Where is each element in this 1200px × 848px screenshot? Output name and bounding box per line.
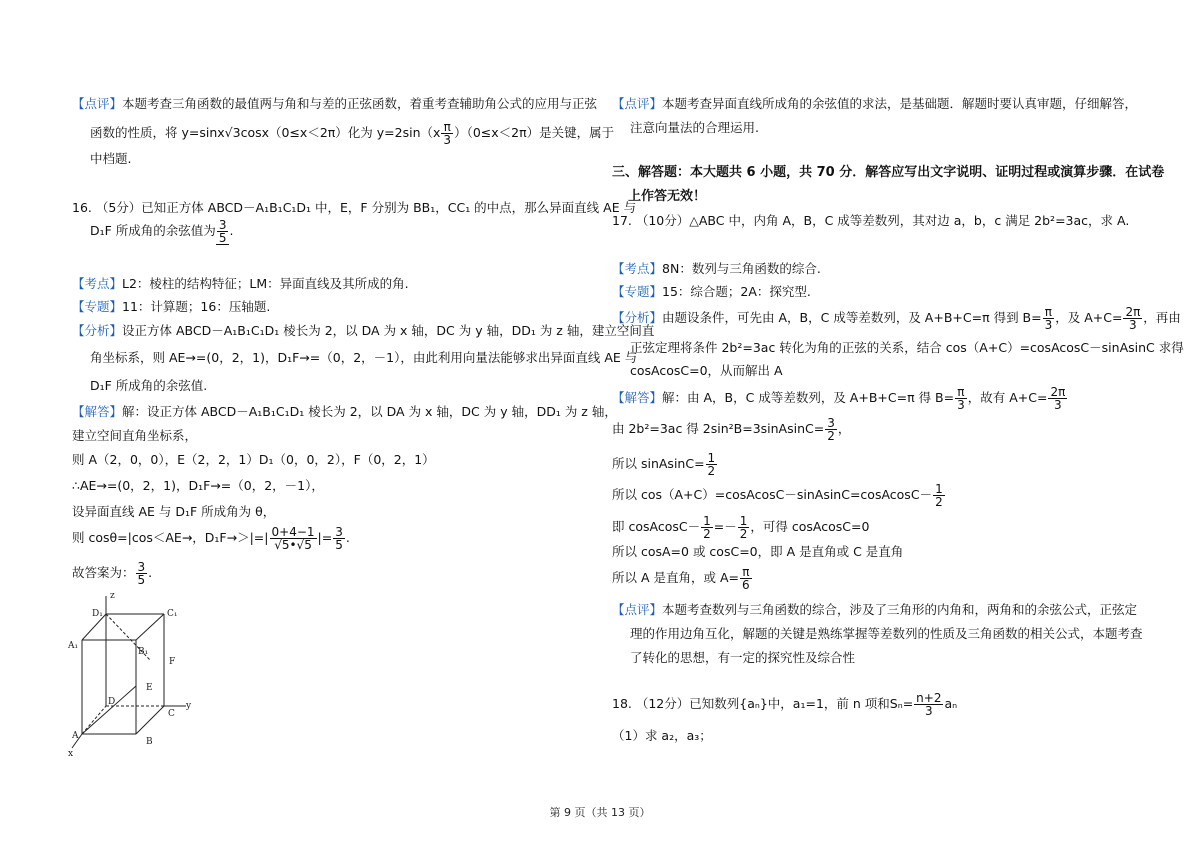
fraction — [270, 526, 317, 551]
tag-label: 【解答】 — [72, 404, 123, 419]
numerator: 1 — [703, 514, 711, 528]
text: 8N：数列与三角函数的综合. — [662, 261, 821, 276]
text: 函数的性质，将 y=sinx — [90, 125, 225, 140]
label-e: E — [146, 683, 153, 693]
text: =－ — [713, 519, 737, 534]
dianping1-line1 — [72, 96, 597, 112]
denominator: 3 — [957, 398, 965, 412]
numerator: 1 — [707, 451, 716, 465]
fraction — [740, 566, 752, 591]
fenxi-17-line3: cosAcosC=0，从而解出 A — [630, 363, 783, 378]
text: . — [148, 565, 153, 580]
fenxi-16-line3: D₁F 所成角的余弦值. — [90, 378, 208, 393]
jieda-16-line4: ∴AE→=(0，2，1)，D₁F→=（0，2，－1）， — [72, 478, 324, 493]
dianping1-line3: 中档题. — [90, 151, 132, 166]
fenxi-16-line2: 角坐标系，则 AE→=(0，2，1)，D₁F→=（0，2，－1），由此利用向量法能够求出异面直线 AE 与 — [90, 350, 638, 365]
denominator: 2 — [739, 527, 748, 541]
text: 故答案为： — [72, 565, 135, 580]
label-x: x — [68, 749, 74, 759]
text: . — [229, 223, 234, 238]
text: ）（0≤x＜2π）是关键，属于 — [454, 125, 615, 140]
fraction — [914, 692, 943, 717]
jieda-16-line7 — [72, 558, 152, 588]
text: 15：综合题；2A：探究型. — [662, 284, 811, 299]
text: 11：计算题；16：压轴题. — [122, 299, 271, 314]
label-d1: D₁ — [92, 609, 103, 619]
numerator: 3 — [218, 218, 227, 232]
text: √3cosx（0≤x＜2π）化为 y=2sin（x — [224, 125, 441, 140]
tag-label: 【点评】 — [612, 602, 663, 617]
label-d: D — [108, 697, 116, 707]
tag-label: 【点评】 — [72, 96, 123, 111]
numerator: 1 — [935, 482, 943, 496]
text: 18. （12分）已知数列{aₙ}中，a₁=1，前 n 项和 — [612, 696, 890, 711]
denominator: 2 — [827, 429, 835, 443]
denominator: 6 — [742, 578, 750, 592]
dianping1-line2 — [90, 120, 614, 146]
numerator: 1 — [739, 514, 748, 528]
label-f: F — [169, 657, 176, 667]
text: 则 cosθ=|cos＜AE→，D₁F→＞|=| — [72, 530, 269, 545]
text: Sₙ= — [889, 696, 914, 711]
fraction — [1048, 386, 1067, 411]
fraction — [217, 219, 229, 244]
edge — [136, 614, 164, 640]
dianping16-line1 — [612, 96, 1137, 112]
fraction — [1123, 306, 1142, 331]
numerator: 3 — [137, 560, 146, 574]
label-a: A — [72, 731, 79, 741]
text: 所以 cos（A+C）=cosAcosC－sinAsinC=cosAcosC－ — [612, 487, 933, 502]
numerator: 0+4−1 — [271, 525, 315, 539]
section3-heading-line1: 三、解答题：本大题共 6 小题，共 70 分．解答应写出文字说明、证明过程或演算步骤．在试卷 — [612, 165, 1165, 180]
jieda-16-line6 — [72, 523, 350, 553]
text: 本题考查三角函数的最值两与角和与差的正弦函数，着重考查辅助角公式的应用与正弦 — [122, 96, 598, 111]
label-c: C — [168, 709, 175, 719]
zhuanti-16 — [72, 299, 270, 315]
denominator: 3 — [925, 704, 933, 718]
kaodian-16 — [72, 276, 409, 292]
text: 设正方体 ABCD－A₁B₁C₁D₁ 棱长为 2，以 DA 为 x 轴，DC 为 y 轴，DD₁ 为 z 轴，建立空间直 — [122, 323, 655, 338]
jieda-17-line6: 所以 cosA=0 或 cosC=0，即 A 是直角或 C 是直角 — [612, 544, 904, 559]
edge — [136, 706, 164, 734]
jieda-17-line5 — [612, 512, 869, 542]
q16-line1: 16. （5分）已知正方体 ABCD－A₁B₁C₁D₁ 中，E，F 分别为 BB₁，CC₁ 的中点，那么异面直线 AE 与 — [72, 200, 637, 215]
numerator: π — [955, 386, 967, 399]
denominator: 3 — [1129, 318, 1137, 332]
zhuanti-17 — [612, 284, 811, 300]
text: L2：棱柱的结构特征；LM：异面直线及其所成的角. — [122, 276, 409, 291]
tag-label: 【考点】 — [72, 276, 123, 291]
q18-line2: （1）求 a₂，a₃； — [612, 728, 712, 743]
jieda-16-line5: 设异面直线 AE 与 D₁F 所成角为 θ， — [72, 504, 276, 519]
tag-label: 【分析】 — [72, 323, 123, 338]
tag-label: 【解答】 — [612, 390, 663, 405]
jieda-16-line2: 建立空间直角坐标系， — [72, 428, 198, 443]
fraction — [706, 452, 718, 477]
numerator: π — [1043, 306, 1055, 319]
tag-label: 【专题】 — [612, 284, 663, 299]
tag-label: 【分析】 — [612, 310, 663, 325]
fenxi-17-line2: 正弦定理将条件 2b²=3ac 转化为角的正弦的关系，结合 cos（A+C）=cosAcosC－sinAsinC 求得 — [630, 340, 1184, 355]
text: aₙ — [944, 696, 958, 711]
text: 由 2b²=3ac 得 2sin²B=3sinAsinC= — [612, 421, 825, 436]
fraction — [441, 121, 453, 146]
denominator: √5•√5 — [274, 538, 312, 552]
section3-heading-line2: 上作答无效！ — [628, 189, 707, 204]
label-c1: C₁ — [167, 609, 178, 619]
jieda-17-line4 — [612, 480, 946, 510]
q16-line2 — [90, 218, 233, 245]
text: |= — [317, 530, 333, 545]
denominator: 2 — [707, 464, 716, 478]
kaodian-17 — [612, 261, 821, 277]
text: 由题设条件，可先由 A，B，C 成等差数列，及 A+B+C=π 得到 B= — [662, 310, 1042, 325]
text: 解：设正方体 ABCD－A₁B₁C₁D₁ 棱长为 2，以 DA 为 x 轴，DC 为 y 轴，DD₁ 为 z 轴， — [122, 404, 617, 419]
fraction — [738, 515, 750, 540]
numerator: n+2 — [916, 691, 942, 705]
q18-line1 — [612, 689, 957, 719]
text: ，及 A+C= — [1055, 310, 1123, 325]
fraction — [1043, 306, 1055, 331]
tag-label: 【专题】 — [72, 299, 123, 314]
denominator: 5 — [137, 573, 146, 587]
dianping17-line1 — [612, 602, 1137, 618]
jieda-17-line1 — [612, 383, 1068, 413]
tag-label: 【点评】 — [612, 96, 663, 111]
text: ， — [837, 421, 851, 436]
denominator: 3 — [443, 133, 452, 147]
fraction — [701, 515, 713, 540]
text: 即 cosAcosC－ — [612, 519, 701, 534]
label-b1: B₁ — [138, 647, 149, 657]
text: 所以 sinAsinC= — [612, 456, 705, 471]
dianping17-line2: 理的作用边角互化，解题的关键是熟练掌握等差数列的性质及三角函数的相关公式，本题考查 — [630, 626, 1143, 641]
denominator: 2 — [703, 527, 711, 541]
text: 本题考查异面直线所成角的余弦值的求法，是基础题．解题时要认真审题，仔细解答， — [662, 96, 1138, 111]
fraction — [136, 561, 148, 586]
fraction — [825, 417, 837, 442]
jieda-17-line2 — [612, 414, 850, 444]
text: ，再由 — [1143, 310, 1181, 325]
numerator: 2π — [1125, 305, 1141, 319]
ae-line — [82, 686, 136, 734]
numerator: 3 — [827, 416, 835, 430]
dianping16-line2: 注意向量法的合理运用. — [630, 120, 759, 135]
text: . — [345, 530, 350, 545]
fenxi-17-line1 — [612, 303, 1181, 333]
denominator: 5 — [218, 231, 227, 245]
text: ，可得 cosAcosC=0 — [750, 519, 870, 534]
numerator: 2π — [1050, 385, 1066, 399]
fraction — [955, 386, 967, 411]
answer-blank — [216, 218, 230, 245]
label-y: y — [186, 701, 192, 711]
text: D₁F 所成角的余弦值为 — [90, 223, 216, 238]
denominator: 3 — [1054, 398, 1062, 412]
numerator: π — [740, 566, 752, 579]
text: 解：由 A，B，C 成等差数列，及 A+B+C=π 得 B= — [662, 390, 955, 405]
denominator: 2 — [935, 495, 943, 509]
numerator: π — [441, 121, 453, 134]
denominator: 5 — [335, 538, 343, 552]
label-z: z — [110, 591, 115, 601]
label-b: B — [146, 737, 153, 747]
jieda-17-line7 — [612, 563, 753, 593]
jieda-17-line3 — [612, 449, 718, 479]
hidden-edge — [82, 706, 106, 734]
jieda-16-line1 — [72, 404, 617, 420]
numerator: 3 — [335, 525, 343, 539]
fraction — [933, 483, 945, 508]
fenxi-16-line1 — [72, 323, 654, 339]
text: 所以 A 是直角，或 A= — [612, 570, 739, 585]
denominator: 3 — [1044, 318, 1053, 332]
q17-stem: 17. （10分）△ABC 中，内角 A，B，C 成等差数列，其对边 a，b，c 满足 2b²=3ac，求 A. — [612, 213, 1130, 228]
jieda-16-line3: 则 A（2，0，0），E（2，2，1）D₁（0，0，2），F（0，2，1） — [72, 452, 435, 467]
fraction — [333, 526, 345, 551]
text: 本题考查数列与三角函数的综合，涉及了三角形的内角和，两角和的余弦公式，正弦定 — [662, 602, 1138, 617]
text: ，故有 A+C= — [967, 390, 1048, 405]
tag-label: 【考点】 — [612, 261, 663, 276]
cube-figure — [64, 588, 204, 760]
label-a1: A₁ — [68, 641, 79, 651]
dianping17-line3: 了转化的思想，有一定的探究性及综合性 — [630, 650, 856, 665]
page-footer: 第 9 页（共 13 页） — [549, 806, 651, 819]
